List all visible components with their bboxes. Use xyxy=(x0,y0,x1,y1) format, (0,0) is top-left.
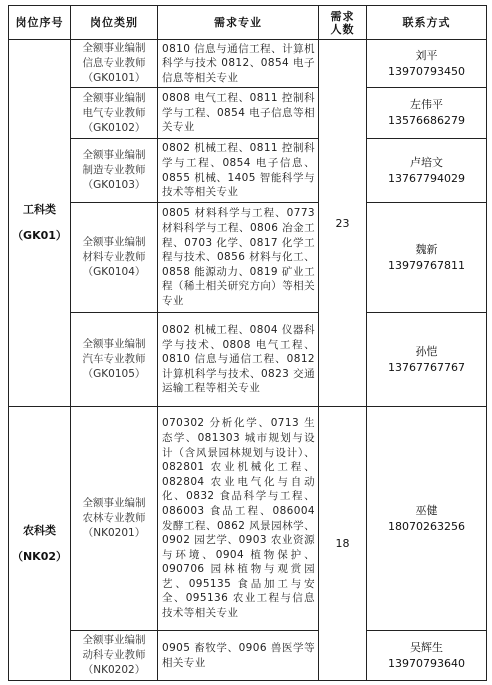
contact-name: 卢培文 xyxy=(410,155,443,169)
header-row xyxy=(9,6,487,40)
category-code: （GK0103） xyxy=(82,179,146,191)
category-line: 汽车专业教师 xyxy=(82,353,146,365)
contact-phone: 13767794029 xyxy=(388,171,465,185)
category-line: 电气专业教师 xyxy=(82,106,146,119)
header-contact: 联系方式 xyxy=(367,6,487,40)
contact-cell xyxy=(367,407,487,631)
header-count-line2: 人数 xyxy=(330,22,355,36)
table-row xyxy=(9,407,487,631)
major-cell: 0802 机械工程、0804 仪器科学与技术、0808 电气工程、0810 信息与通信工程、0812 计算机科学与技术、0823 交通运输工程等相关专业 xyxy=(158,313,319,407)
header-position-no: 岗位序号 xyxy=(9,6,71,40)
contact-name: 左伟平 xyxy=(410,98,443,111)
header-category: 岗位类别 xyxy=(71,6,158,40)
group-name: 工科类 xyxy=(23,203,56,216)
contact-phone: 18070263256 xyxy=(388,519,465,533)
major-cell: 0905 畜牧学、0906 兽医学等相关专业 xyxy=(158,631,319,681)
contact-name: 魏新 xyxy=(415,242,438,256)
contact-phone: 13767767767 xyxy=(388,360,465,374)
category-code: （GK0101） xyxy=(82,72,146,84)
table-row xyxy=(9,203,487,313)
table-row xyxy=(9,139,487,203)
contact-phone: 13970793640 xyxy=(388,656,465,670)
category-code: （GK0104） xyxy=(82,266,146,278)
major-cell: 0802 机械工程、0811 控制科学与工程、0854 电子信息、0855 机械、1405 智能科学与技术等相关专业 xyxy=(158,139,319,203)
category-cell xyxy=(71,139,158,203)
contact-name: 巫健 xyxy=(415,503,438,517)
category-cell xyxy=(71,631,158,681)
category-line: 动科专业教师 xyxy=(82,649,146,661)
table-row xyxy=(9,313,487,407)
contact-cell xyxy=(367,40,487,88)
table-row xyxy=(9,88,487,139)
contact-cell xyxy=(367,203,487,313)
category-line: 全额事业编制 xyxy=(82,497,146,509)
category-code: （GK0105） xyxy=(82,368,146,380)
category-code: （NK0201） xyxy=(82,527,146,539)
category-line: 全额事业编制 xyxy=(82,634,146,646)
category-cell xyxy=(71,407,158,631)
category-code: （GK0102） xyxy=(82,121,146,134)
category-line: 材料专业教师 xyxy=(82,251,146,263)
group-cell-gk01 xyxy=(9,40,71,407)
table-row xyxy=(9,40,487,88)
major-cell: 0805 材料科学与工程、0773 材料科学与工程、0806 冶金工程、0703 化学、0817 化学工程与技术、0856 材料与化工、0858 能源动力、0819 矿业工程（稀土相关研究方向）等相关专业 xyxy=(158,203,319,313)
category-line: 农林专业教师 xyxy=(82,512,146,524)
contact-name: 吴辉生 xyxy=(410,640,443,654)
header-count-line1: 需求 xyxy=(330,9,355,23)
table-row xyxy=(9,631,487,681)
category-line: 全额事业编制 xyxy=(82,149,146,161)
category-line: 全额事业编制 xyxy=(82,236,146,248)
major-cell: 0808 电气工程、0811 控制科学与工程、0854 电子信息等相关专业 xyxy=(158,88,319,139)
contact-cell xyxy=(367,631,487,681)
count-cell-nk02: 18 xyxy=(319,407,367,681)
category-line: 全额事业编制 xyxy=(82,338,146,350)
contact-name: 孙恺 xyxy=(415,344,438,358)
contact-phone: 13979767811 xyxy=(388,258,465,272)
major-cell: 0810 信息与通信工程、计算机科学与技术 0812、0854 电子信息等相关专业 xyxy=(158,40,319,88)
category-code: （NK0202） xyxy=(82,664,146,676)
contact-phone: 13576686279 xyxy=(388,114,465,127)
category-line: 全额事业编制 xyxy=(82,91,146,104)
contact-cell xyxy=(367,313,487,407)
count-cell-gk01: 23 xyxy=(319,40,367,407)
category-cell xyxy=(71,203,158,313)
header-count xyxy=(319,6,367,40)
category-line: 信息专业教师 xyxy=(82,57,146,69)
recruitment-table xyxy=(8,5,487,681)
group-name: 农科类 xyxy=(23,523,56,537)
category-cell xyxy=(71,313,158,407)
contact-phone: 13970793450 xyxy=(388,64,465,78)
group-code: （NK02） xyxy=(11,549,68,563)
group-cell-nk02 xyxy=(9,407,71,681)
category-cell xyxy=(71,40,158,88)
contact-cell xyxy=(367,88,487,139)
category-line: 全额事业编制 xyxy=(82,42,146,54)
group-code: （GK01） xyxy=(12,229,67,242)
major-cell: 070302 分析化学、0713 生态学、081303 城市规划与设计（含风景园林规划与设计）、082801 农业机械化工程、082804 农业电气化与自动化、0832 食品科学与工程、086003 食品工程、086004 发酵工程、0862 风景园林学、0902 园艺学、0903 农业资源与环境、0904 植物保护、090706 园林植物与观赏园艺、095135 食品加工与安全、095136 农业工程与信息技术等相关专业 xyxy=(158,407,319,631)
contact-cell xyxy=(367,139,487,203)
header-major: 需求专业 xyxy=(158,6,319,40)
contact-name: 刘平 xyxy=(415,48,438,62)
category-line: 制造专业教师 xyxy=(82,164,146,176)
category-cell xyxy=(71,88,158,139)
